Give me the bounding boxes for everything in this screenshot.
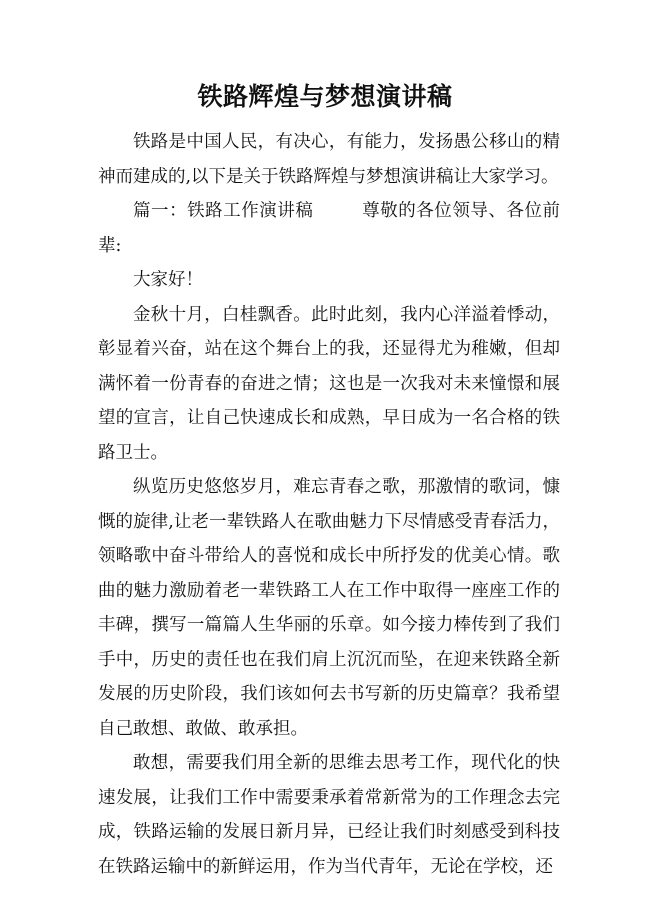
section-heading-line <box>98 194 560 263</box>
salutation: 尊敬的各位领导、各位前辈: <box>98 201 561 256</box>
greeting: 大家好！ <box>133 270 203 290</box>
section-heading: 篇一：铁路工作演讲稿 <box>133 201 314 221</box>
body-paragraph-2: 纵览历史悠悠岁月，难忘青春之歌，那激情的歌词，慷慨的旋律,让老一辈铁路人在歌曲魅力下尽情感受青春活力，领略歌中奋斗带给人的喜悦和成长中所抒发的优美心情。歌曲的魅力激励着老一辈铁路工人在工作中取得一座座工作的丰碑，撰写一篇篇人生华丽的乐章。如今接力棒传到了我们手中，历史的责任也在我们肩上沉沉而坠，在迎来铁路全新发展的历史阶段，我们该如何去书写新的历史篇章？我希望自己敢想、敢做、敢承担。 <box>98 477 560 739</box>
intro-paragraph: 铁路是中国人民，有决心，有能力，发扬愚公移山的精神而建成的,以下是关于铁路辉煌与梦想演讲稿让大家学习。 <box>98 132 560 187</box>
document-title: 铁路辉煌与梦想演讲稿 <box>197 82 453 111</box>
body-paragraph-1: 金秋十月，白桂飘香。此时此刻，我内心洋溢着悸动，彰显着兴奋，站在这个舞台上的我，还显得尤为稚嫩，但却满怀着一份青春的奋进之情；这也是一次我对未来憧憬和展望的宣言，让自己快速成长和成熟，早日成为一名合格的铁路卫士。 <box>98 304 560 463</box>
document-body <box>98 125 560 884</box>
body-paragraph-3: 敢想，需要我们用全新的思维去思考工作，现代化的快速发展，让我们工作中需要秉承着常新常为的工作理念去完成，铁路运输的发展日新月异，已经让我们时刻感受到科技在铁路运输中的新鲜运用，作为当代青年，无论在学校，还 <box>98 753 560 877</box>
